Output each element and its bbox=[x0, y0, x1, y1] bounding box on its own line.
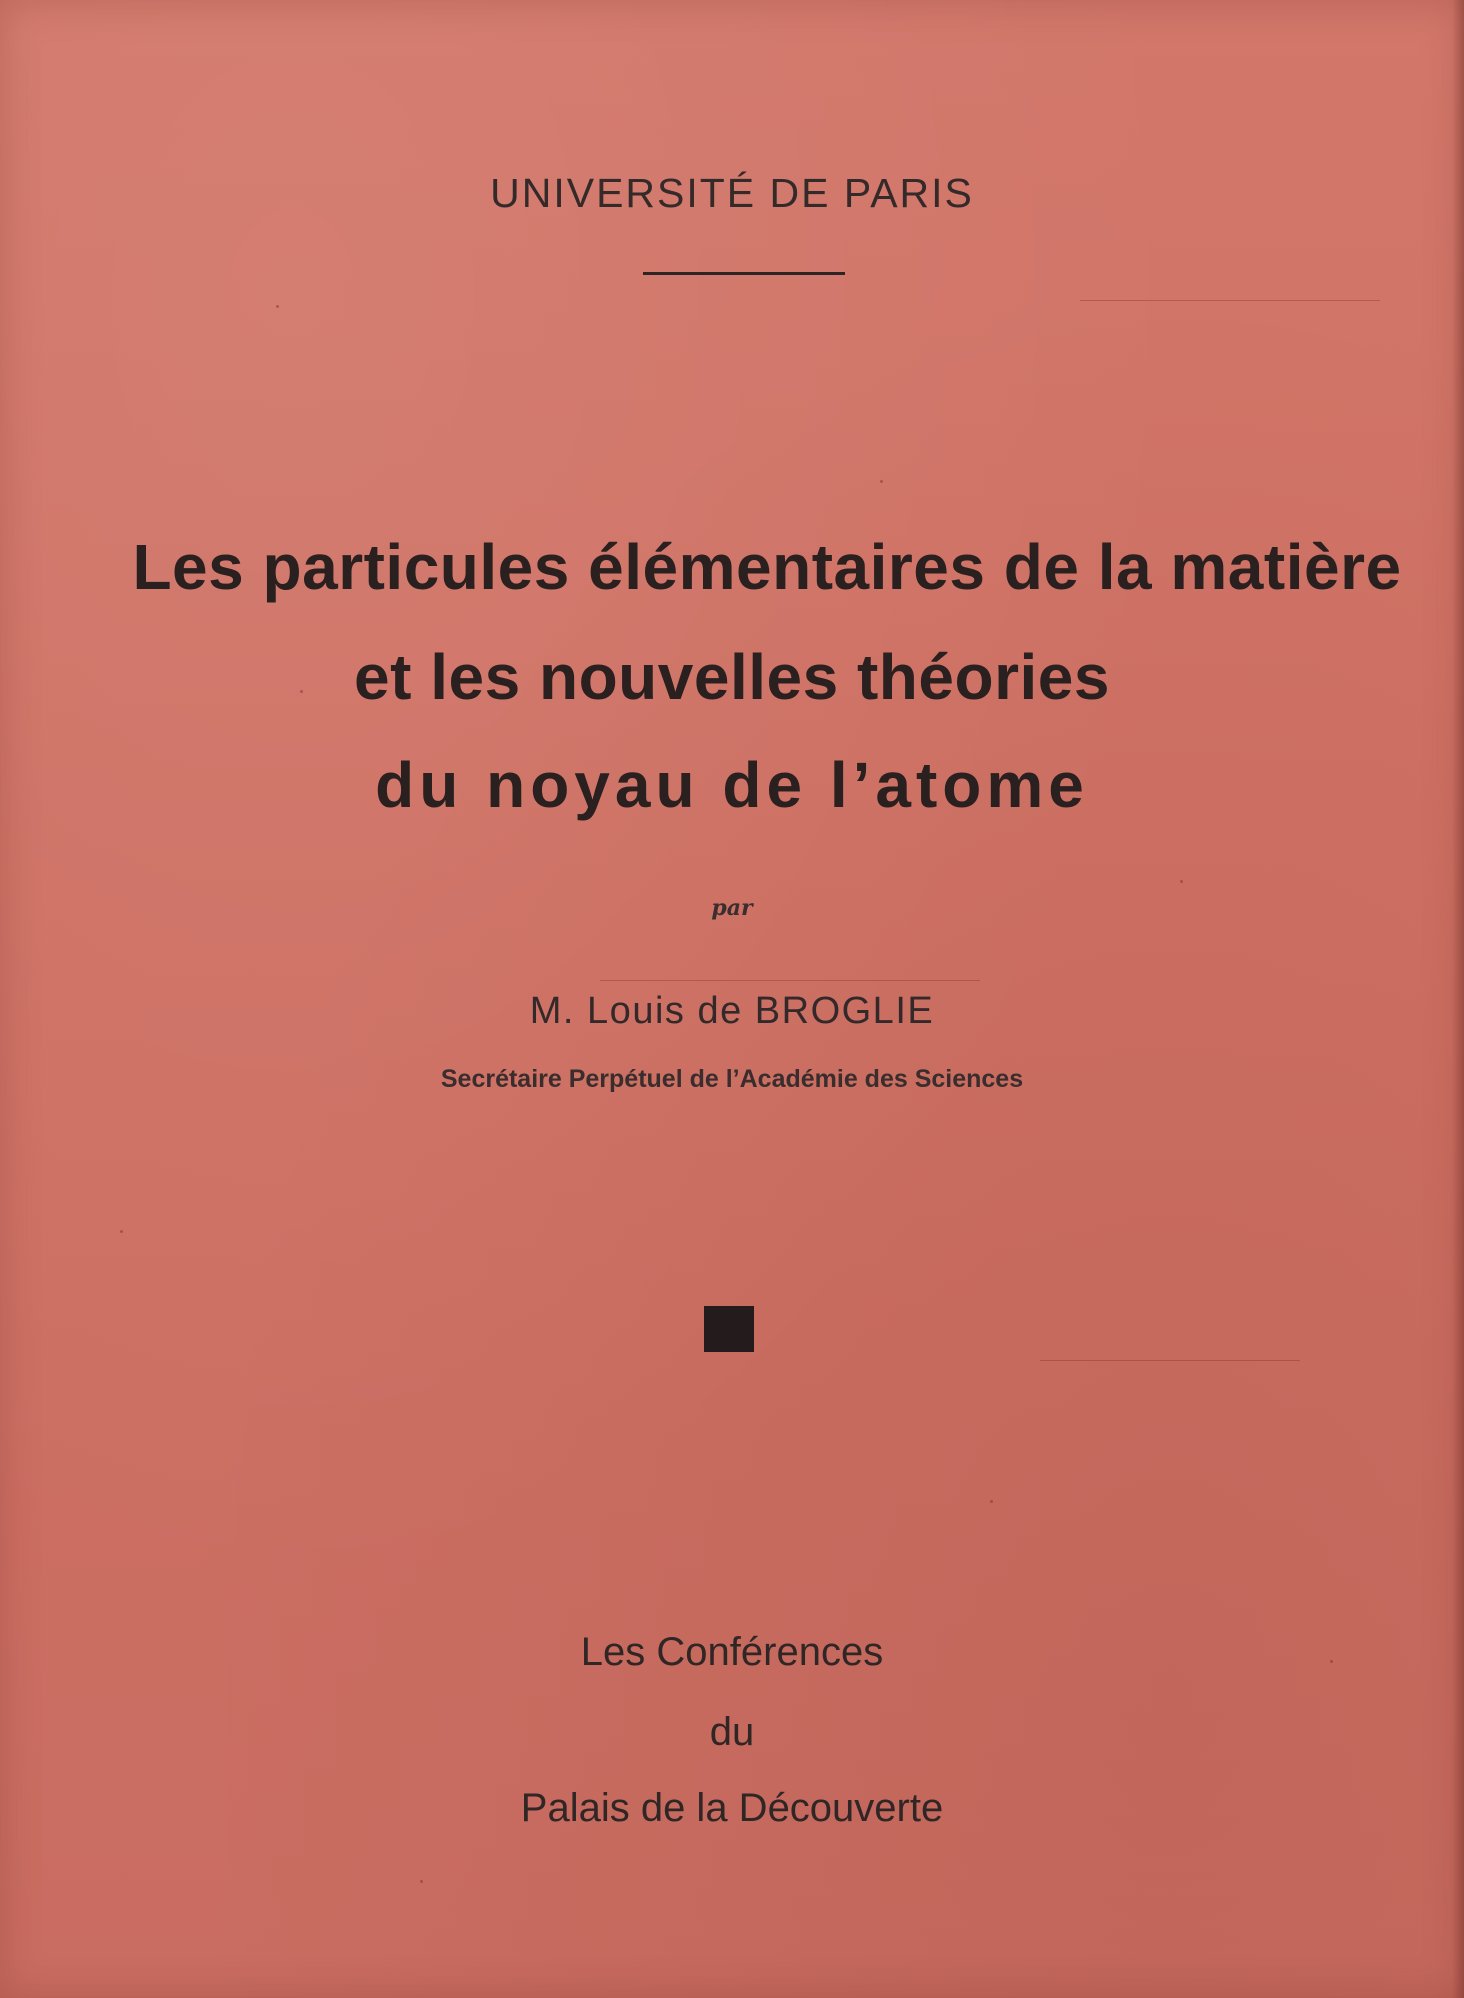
paper-speck bbox=[420, 1880, 423, 1883]
paper-crease bbox=[1080, 300, 1380, 301]
ornament-square bbox=[704, 1306, 754, 1352]
paper-speck bbox=[990, 1500, 993, 1503]
author-affiliation: Secrétaire Perpétuel de l’Académie des Sciences bbox=[440, 1065, 1024, 1093]
publisher-line-1: Les Conférences bbox=[580, 1630, 884, 1674]
paper-speck bbox=[880, 480, 883, 483]
title-line-1: Les particules élémentaires de la matière bbox=[132, 531, 1402, 603]
author-name: M. Louis de BROGLIE bbox=[529, 990, 935, 1032]
paper-speck bbox=[276, 305, 279, 308]
paper-speck bbox=[1180, 880, 1183, 883]
by-label: par bbox=[711, 895, 753, 921]
header-rule bbox=[643, 272, 845, 275]
title-line-3: du noyau de l’atome bbox=[375, 749, 1089, 821]
institution-heading: UNIVERSITÉ DE PARIS bbox=[490, 170, 974, 216]
paper-crease bbox=[1040, 1360, 1300, 1361]
publisher-line-3: Palais de la Découverte bbox=[520, 1786, 944, 1830]
paper-crease bbox=[600, 980, 980, 981]
publisher-line-2: du bbox=[709, 1710, 755, 1754]
title-line-2: et les nouvelles théories bbox=[354, 641, 1110, 713]
paper-speck bbox=[120, 1230, 123, 1233]
